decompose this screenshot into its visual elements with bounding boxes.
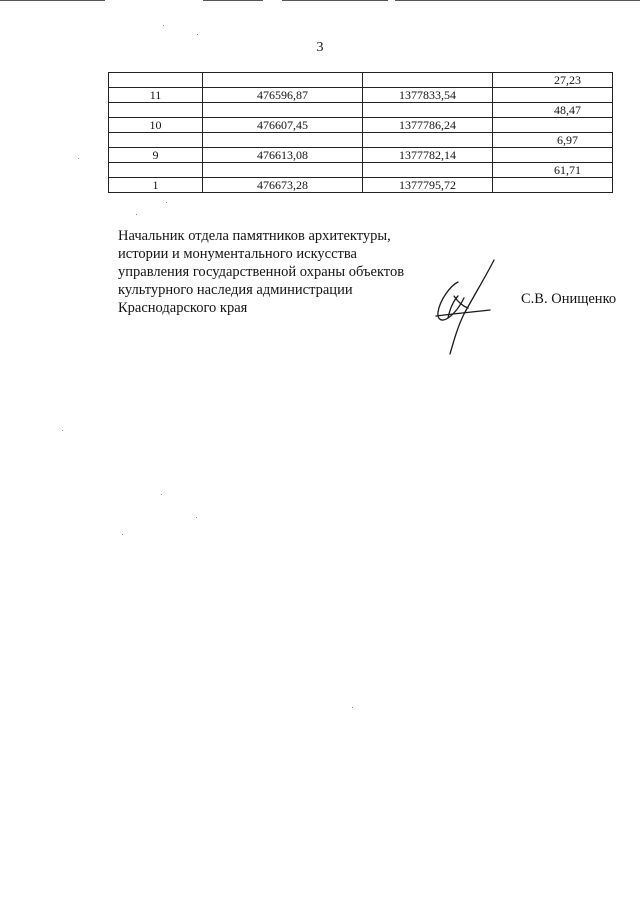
- distance-cell: 27,23: [493, 73, 613, 88]
- x-coordinate-cell: 476613,08: [203, 148, 363, 163]
- scan-speck: [62, 430, 63, 431]
- y-coordinate-cell: 1377786,24: [363, 118, 493, 133]
- point-number-cell: [109, 163, 203, 178]
- scan-edge-line: [395, 0, 640, 1]
- table-row: [109, 148, 613, 163]
- scan-speck: [196, 517, 197, 518]
- y-coordinate-cell: 1377782,14: [363, 148, 493, 163]
- coordinates-table: [108, 72, 613, 193]
- distance-cell: 48,47: [493, 103, 613, 118]
- signer-title-line: истории и монументального искусства: [118, 246, 357, 262]
- point-number-cell: [109, 73, 203, 88]
- signer-name: С.В. Онищенко: [521, 291, 617, 307]
- distance-cell: 6,97: [493, 133, 613, 148]
- scan-speck: [163, 25, 164, 26]
- x-coordinate-cell: 476596,87: [203, 88, 363, 103]
- x-coordinate-cell: [203, 133, 363, 148]
- table-row: [109, 118, 613, 133]
- table-row: [109, 133, 613, 148]
- point-number-cell: [109, 133, 203, 148]
- y-coordinate-cell: [363, 73, 493, 88]
- scan-edge-line: [203, 0, 263, 1]
- point-number-cell: 9: [109, 148, 203, 163]
- scan-speck: [122, 534, 123, 535]
- table-row: [109, 88, 613, 103]
- point-number-cell: [109, 103, 203, 118]
- distance-cell: [493, 148, 613, 163]
- handwritten-signature: [428, 256, 508, 356]
- y-coordinate-cell: 1377833,54: [363, 88, 493, 103]
- signer-title-line: Начальник отдела памятников архитектуры,: [118, 228, 391, 244]
- x-coordinate-cell: [203, 73, 363, 88]
- scan-edge-line: [0, 0, 105, 1]
- x-coordinate-cell: 476673,28: [203, 178, 363, 193]
- y-coordinate-cell: [363, 163, 493, 178]
- scan-edge-line: [282, 0, 388, 1]
- scan-speck: [161, 494, 162, 495]
- scan-speck: [197, 34, 198, 35]
- distance-cell: [493, 118, 613, 133]
- scan-speck: [166, 202, 167, 203]
- scan-speck: [78, 158, 79, 159]
- y-coordinate-cell: [363, 103, 493, 118]
- signer-title-line: Краснодарского края: [118, 300, 248, 316]
- table-row: [109, 163, 613, 178]
- table-row: [109, 103, 613, 118]
- point-number-cell: 10: [109, 118, 203, 133]
- scan-speck: [352, 707, 353, 708]
- table-row: [109, 73, 613, 88]
- scan-speck: [136, 214, 137, 215]
- distance-cell: 61,71: [493, 163, 613, 178]
- signer-position-block: [118, 227, 404, 317]
- y-coordinate-cell: [363, 133, 493, 148]
- signer-title-line: культурного наследия администрации: [118, 282, 353, 298]
- point-number-cell: 11: [109, 88, 203, 103]
- page-number: 3: [316, 40, 324, 55]
- point-number-cell: 1: [109, 178, 203, 193]
- x-coordinate-cell: 476607,45: [203, 118, 363, 133]
- table-row: [109, 178, 613, 193]
- distance-cell: [493, 88, 613, 103]
- x-coordinate-cell: [203, 103, 363, 118]
- distance-cell: [493, 178, 613, 193]
- signer-title-line: управления государственной охраны объектов: [118, 264, 405, 280]
- x-coordinate-cell: [203, 163, 363, 178]
- y-coordinate-cell: 1377795,72: [363, 178, 493, 193]
